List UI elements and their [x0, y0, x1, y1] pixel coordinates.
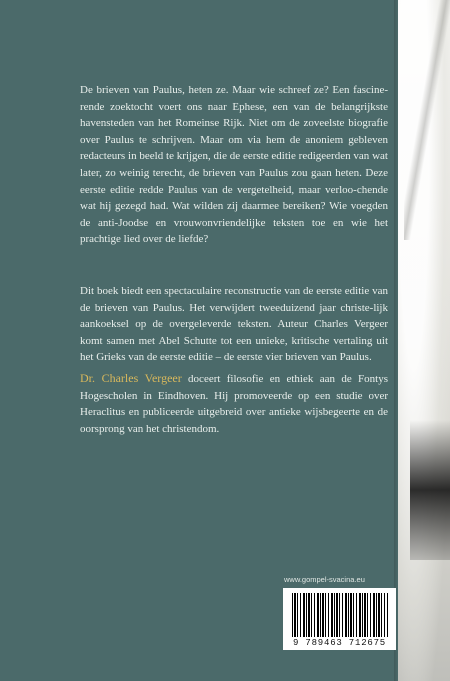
blurb-paragraph-2: Dit boek biedt een spectaculaire reconstructie van de eerste editie van de brieven van Paulus. Het verwijdert tweeduizend jaar christe-lijk aankoeksel op de overgeleverde teksten. Auteur Charles Vergeer komt samen met Abel Schutte tot een unieke, kritische vertaling uit het Grieks van de eerste editie – de eerste vier brieven van Paulus.: [80, 285, 388, 364]
isbn-barcode: [283, 588, 396, 650]
author-bio-text: doceert filosofie en ethiek aan de Fontys Hogescholen in Eindhoven. Hij promoveerde op een studie over Heraclitus en publiceerde uitgebreid over antieke wijsbegeerte en de oorsprong van het christendom.: [80, 373, 388, 435]
isbn-number: 9 789463 712675: [292, 638, 386, 648]
author-bio: [80, 370, 388, 437]
stone-crack: [404, 0, 450, 240]
author-name: Dr. Charles Vergeer: [80, 371, 182, 385]
blurb-paragraph-1: De brieven van Paulus, heten ze. Maar wie schreef ze? Een fascine-rende zoektocht voert ons naar Ephese, een van de belangrijkste havensteden van het Romeinse Rijk. Niet om de zoveelste biografie over Paulus te schrijven. Maar om via hem de anoniem gebleven redacteurs in beeld te krijgen, die de eerste editie redigeerden van wat later, zo weinig terecht, de brieven van Paulus zou gaan heten. Deze eerste editie redde Paulus van de vergetelheid, maar verloo-chende wat hij gezegd had. Wat wilden zij daarmee bereiken? Wie voegden de anti-Joodse en vrouwonvriendelijke teksten toe en wie het prachtige lied over de liefde?: [80, 84, 388, 246]
stone-edge: [394, 0, 398, 681]
barcode-bars: [292, 593, 388, 637]
stone-shadow: [410, 420, 450, 560]
publisher-website: www.gompel-svacina.eu: [284, 575, 365, 584]
